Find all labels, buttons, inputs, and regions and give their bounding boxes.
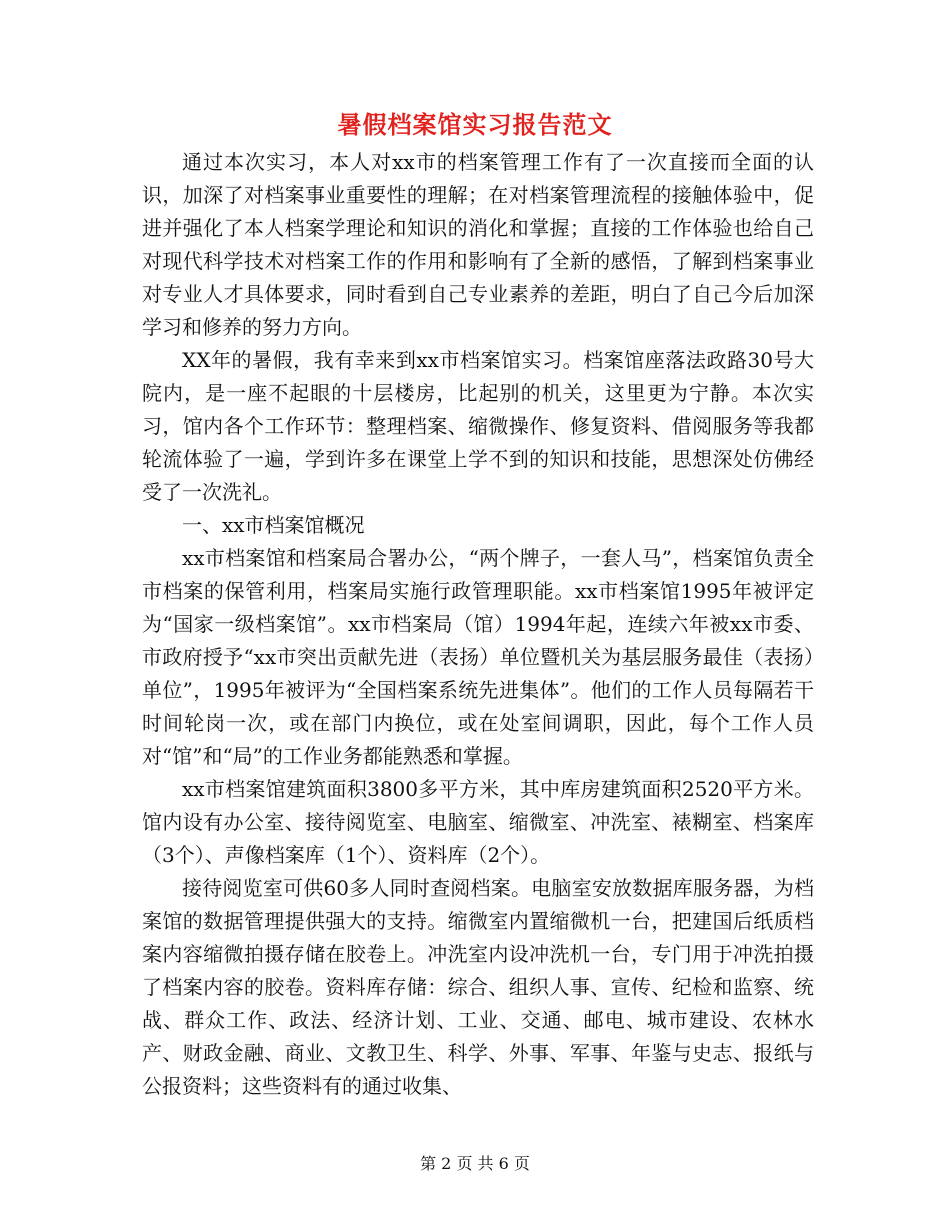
page-footer: 第 2 页 共 6 页 — [420, 1154, 530, 1173]
paragraph: xx市档案馆建筑面积3800多平方米，其中库房建筑面积2520平方米。馆内设有办公室、接待阅览室、电脑室、缩微室、冲洗室、裱糊室、档案库（3个）、声像档案库（1个）、资料库（2个）。 — [142, 777, 814, 867]
document-body — [142, 146, 814, 1103]
paragraph: xx市档案馆和档案局合署办公，“两个牌子，一套人马”，档案馆负责全市档案的保管利用，档案局实施行政管理职能。xx市档案馆1995年被评定为“国家一级档案馆”。xx市档案局（馆）1994年起，连续六年被xx市委、市政府授予“xx市突出贡献先进（表扬）单位暨机关为基层服务最佳（表扬）单位”，1995年被评为“全国档案系统先进集体”。他们的工作人员每隔若干时间轮岗一次，或在部门内换位，或在处室间调职，因此，每个工作人员对“馆”和“局”的工作业务都能熟悉和掌握。 — [142, 546, 814, 768]
paragraph: XX年的暑假，我有幸来到xx市档案馆实习。档案馆座落法政路30号大院内，是一座不起眼的十层楼房，比起别的机关，这里更为宁静。本次实习，馆内各个工作环节：整理档案、缩微操作、修复资料、借阅服务等我都轮流体验了一遍，学到许多在课堂上学不到的知识和技能，思想深处仿佛经受了一次洗礼。 — [142, 348, 814, 504]
paragraph: 通过本次实习，本人对xx市的档案管理工作有了一次直接而全面的认识，加深了对档案事业重要性的理解；在对档案管理流程的接触体验中，促进并强化了本人档案学理论和知识的消化和掌握；直接的工作体验也给自己对现代科学技术对档案工作的作用和影响有了全新的感悟，了解到档案事业对专业人才具体要求，同时看到自己专业素养的差距，明白了自己今后加深学习和修养的努力方向。 — [142, 150, 814, 339]
document-title: 暑假档案馆实习报告范文 — [337, 110, 613, 139]
paragraph: 接待阅览室可供60多人同时查阅档案。电脑室安放数据库服务器，为档案馆的数据管理提供强大的支持。缩微室内置缩微机一台，把建国后纸质档案内容缩微拍摄存储在胶卷上。冲洗室内设冲洗机一台，专门用于冲洗拍摄了档案内容的胶卷。资料库存储：综合、组织人事、宣传、纪检和监察、统战、群众工作、政法、经济计划、工业、交通、邮电、城市建设、农林水产、财政金融、商业、文教卫生、科学、外事、军事、年鉴与史志、报纸与公报资料；这些资料有的通过收集、 — [142, 876, 814, 1098]
section-heading: 一、xx市档案馆概况 — [182, 513, 365, 537]
